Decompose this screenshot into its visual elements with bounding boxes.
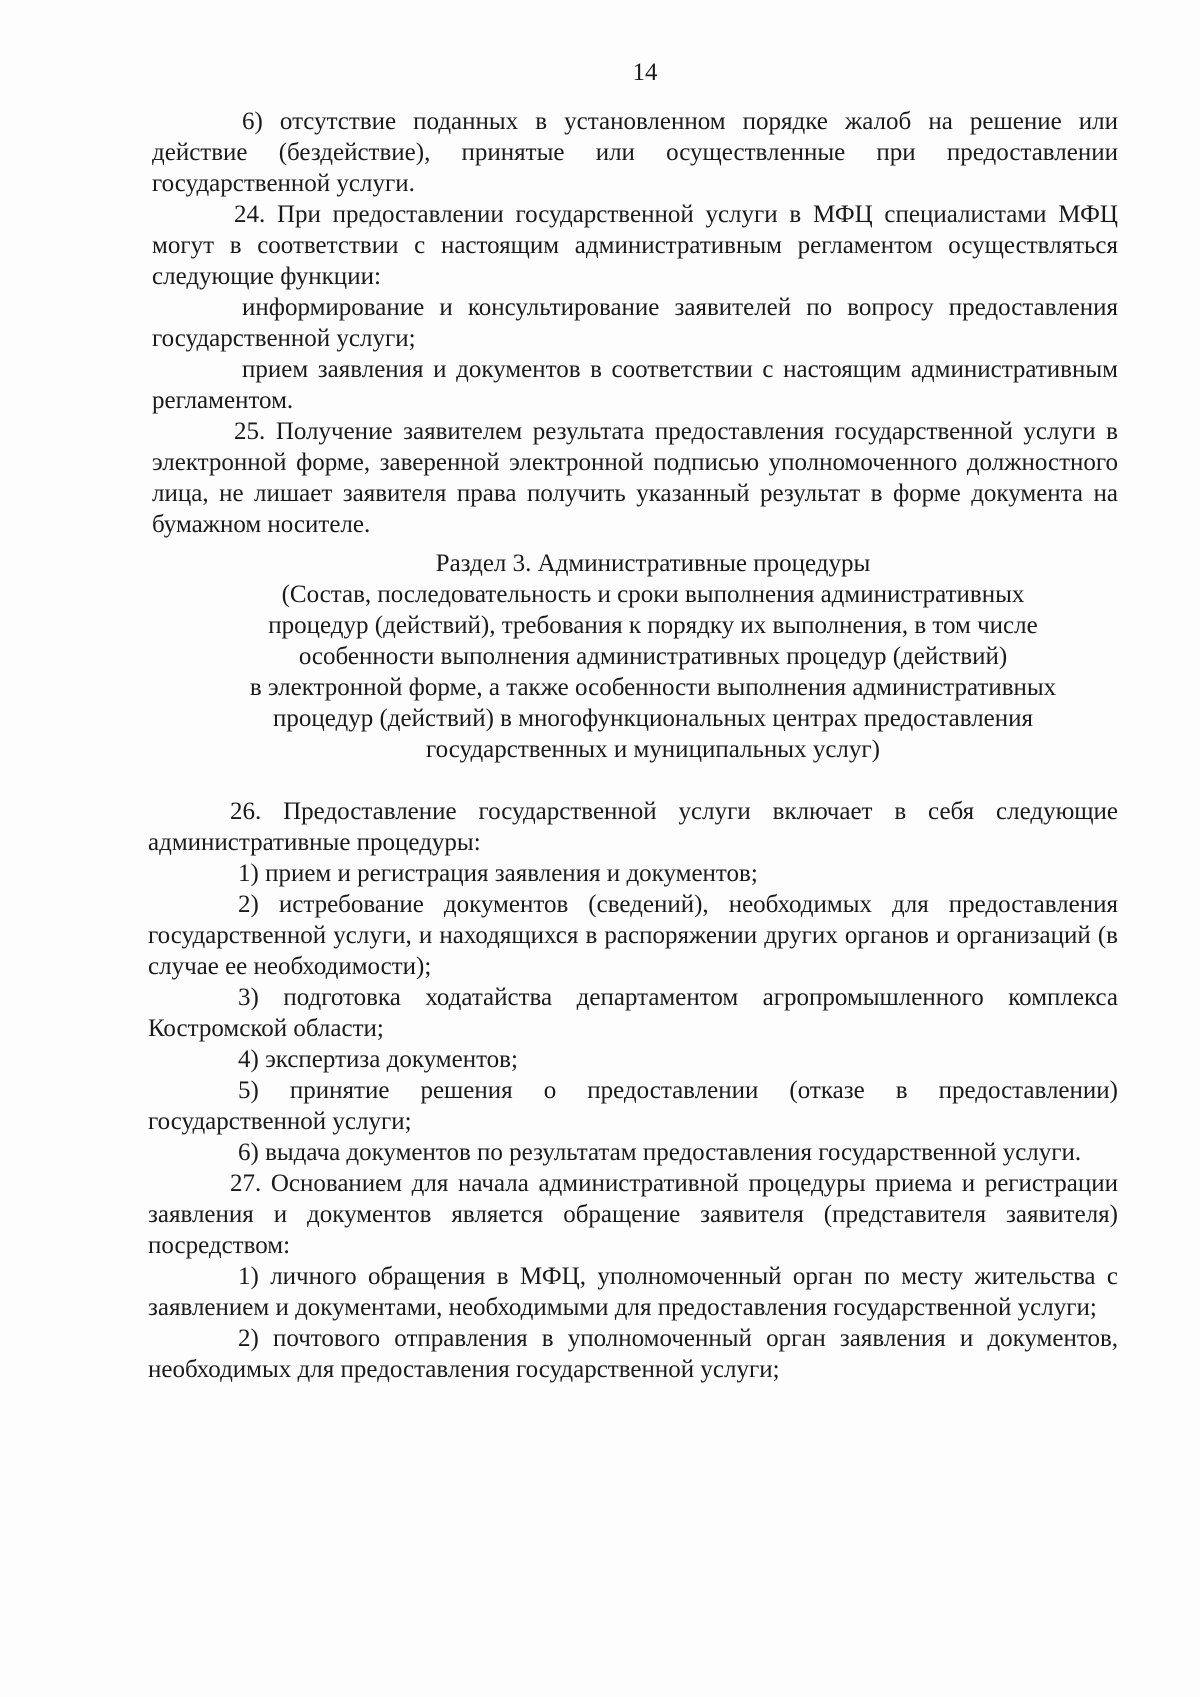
- paragraph-item: 3) подготовка ходатайства департаментом агропромышленного комплекса Костромской области;: [148, 984, 1118, 1042]
- paragraph-item: 4) экспертиза документов;: [238, 1046, 518, 1073]
- paragraph: 25. Получение заявителем результата предоставления государственной услуги в электронной форме, заверенной электронной подписью уполномоченного должностного лица, не лишает заявителя права получить указанный результат в форме документа на бумажном носителе.: [152, 418, 1118, 538]
- section-subtitle-line: в электронной форме, а также особенности выполнения административных: [249, 674, 1057, 701]
- paragraph-item: 6) отсутствие поданных в установленном порядке жалоб на решение или действие (бездействие), принятые или осуществленные при предоставлении государственной услуги.: [152, 108, 1118, 197]
- top-text-block: [152, 106, 1118, 540]
- page-number: 14: [632, 59, 658, 86]
- paragraph-item: 2) почтового отправления в уполномоченный орган заявления и документов, необходимых для предоставления государственной услуги;: [148, 1325, 1118, 1383]
- section-subtitle-line: процедур (действий) в многофункциональных центрах предоставления: [272, 705, 1034, 732]
- paragraph-item: 6) выдача документов по результатам предоставления государственной услуги.: [238, 1139, 1082, 1166]
- paragraph-item: 2) истребование документов (сведений), необходимых для предоставления государственной услуги, и находящихся в распоряжении других органов и организаций (в случае ее необходимости);: [148, 891, 1118, 980]
- paragraph: 26. Предоставление государственной услуги включает в себя следующие административные процедуры:: [148, 798, 1118, 856]
- paragraph: 27. Основанием для начала административной процедуры приема и регистрации заявления и документов является обращение заявителя (представителя заявителя) посредством:: [148, 1170, 1118, 1259]
- bottom-text-block: [148, 796, 1118, 1385]
- section-subtitle-line: особенности выполнения административных процедур (действий): [298, 643, 1008, 670]
- section-subtitle-line: процедур (действий), требования к порядку их выполнения, в том числе: [268, 612, 1038, 639]
- section-subtitle-line: (Состав, последовательность и сроки выполнения административных: [281, 581, 1025, 608]
- section-subtitle-line: государственных и муниципальных услуг): [426, 736, 880, 763]
- paragraph: 24. При предоставлении государственной услуги в МФЦ специалистами МФЦ могут в соответствии с настоящим административным регламентом осуществляться следующие функции:: [152, 201, 1118, 290]
- paragraph-item: информирование и консультирование заявителей по вопросу предоставления государственной услуги;: [152, 294, 1118, 352]
- section-heading: [152, 548, 1118, 765]
- paragraph-item: прием заявления и документов в соответствии с настоящим административным регламентом.: [152, 356, 1118, 414]
- paragraph-item: 5) принятие решения о предоставлении (отказе в предоставлении) государственной услуги;: [148, 1077, 1118, 1135]
- paragraph-item: 1) личного обращения в МФЦ, уполномоченный орган по месту жительства с заявлением и документами, необходимыми для предоставления государственной услуги;: [148, 1263, 1118, 1321]
- paragraph-item: 1) прием и регистрация заявления и документов;: [238, 860, 758, 887]
- section-title: Раздел 3. Административные процедуры: [435, 550, 871, 577]
